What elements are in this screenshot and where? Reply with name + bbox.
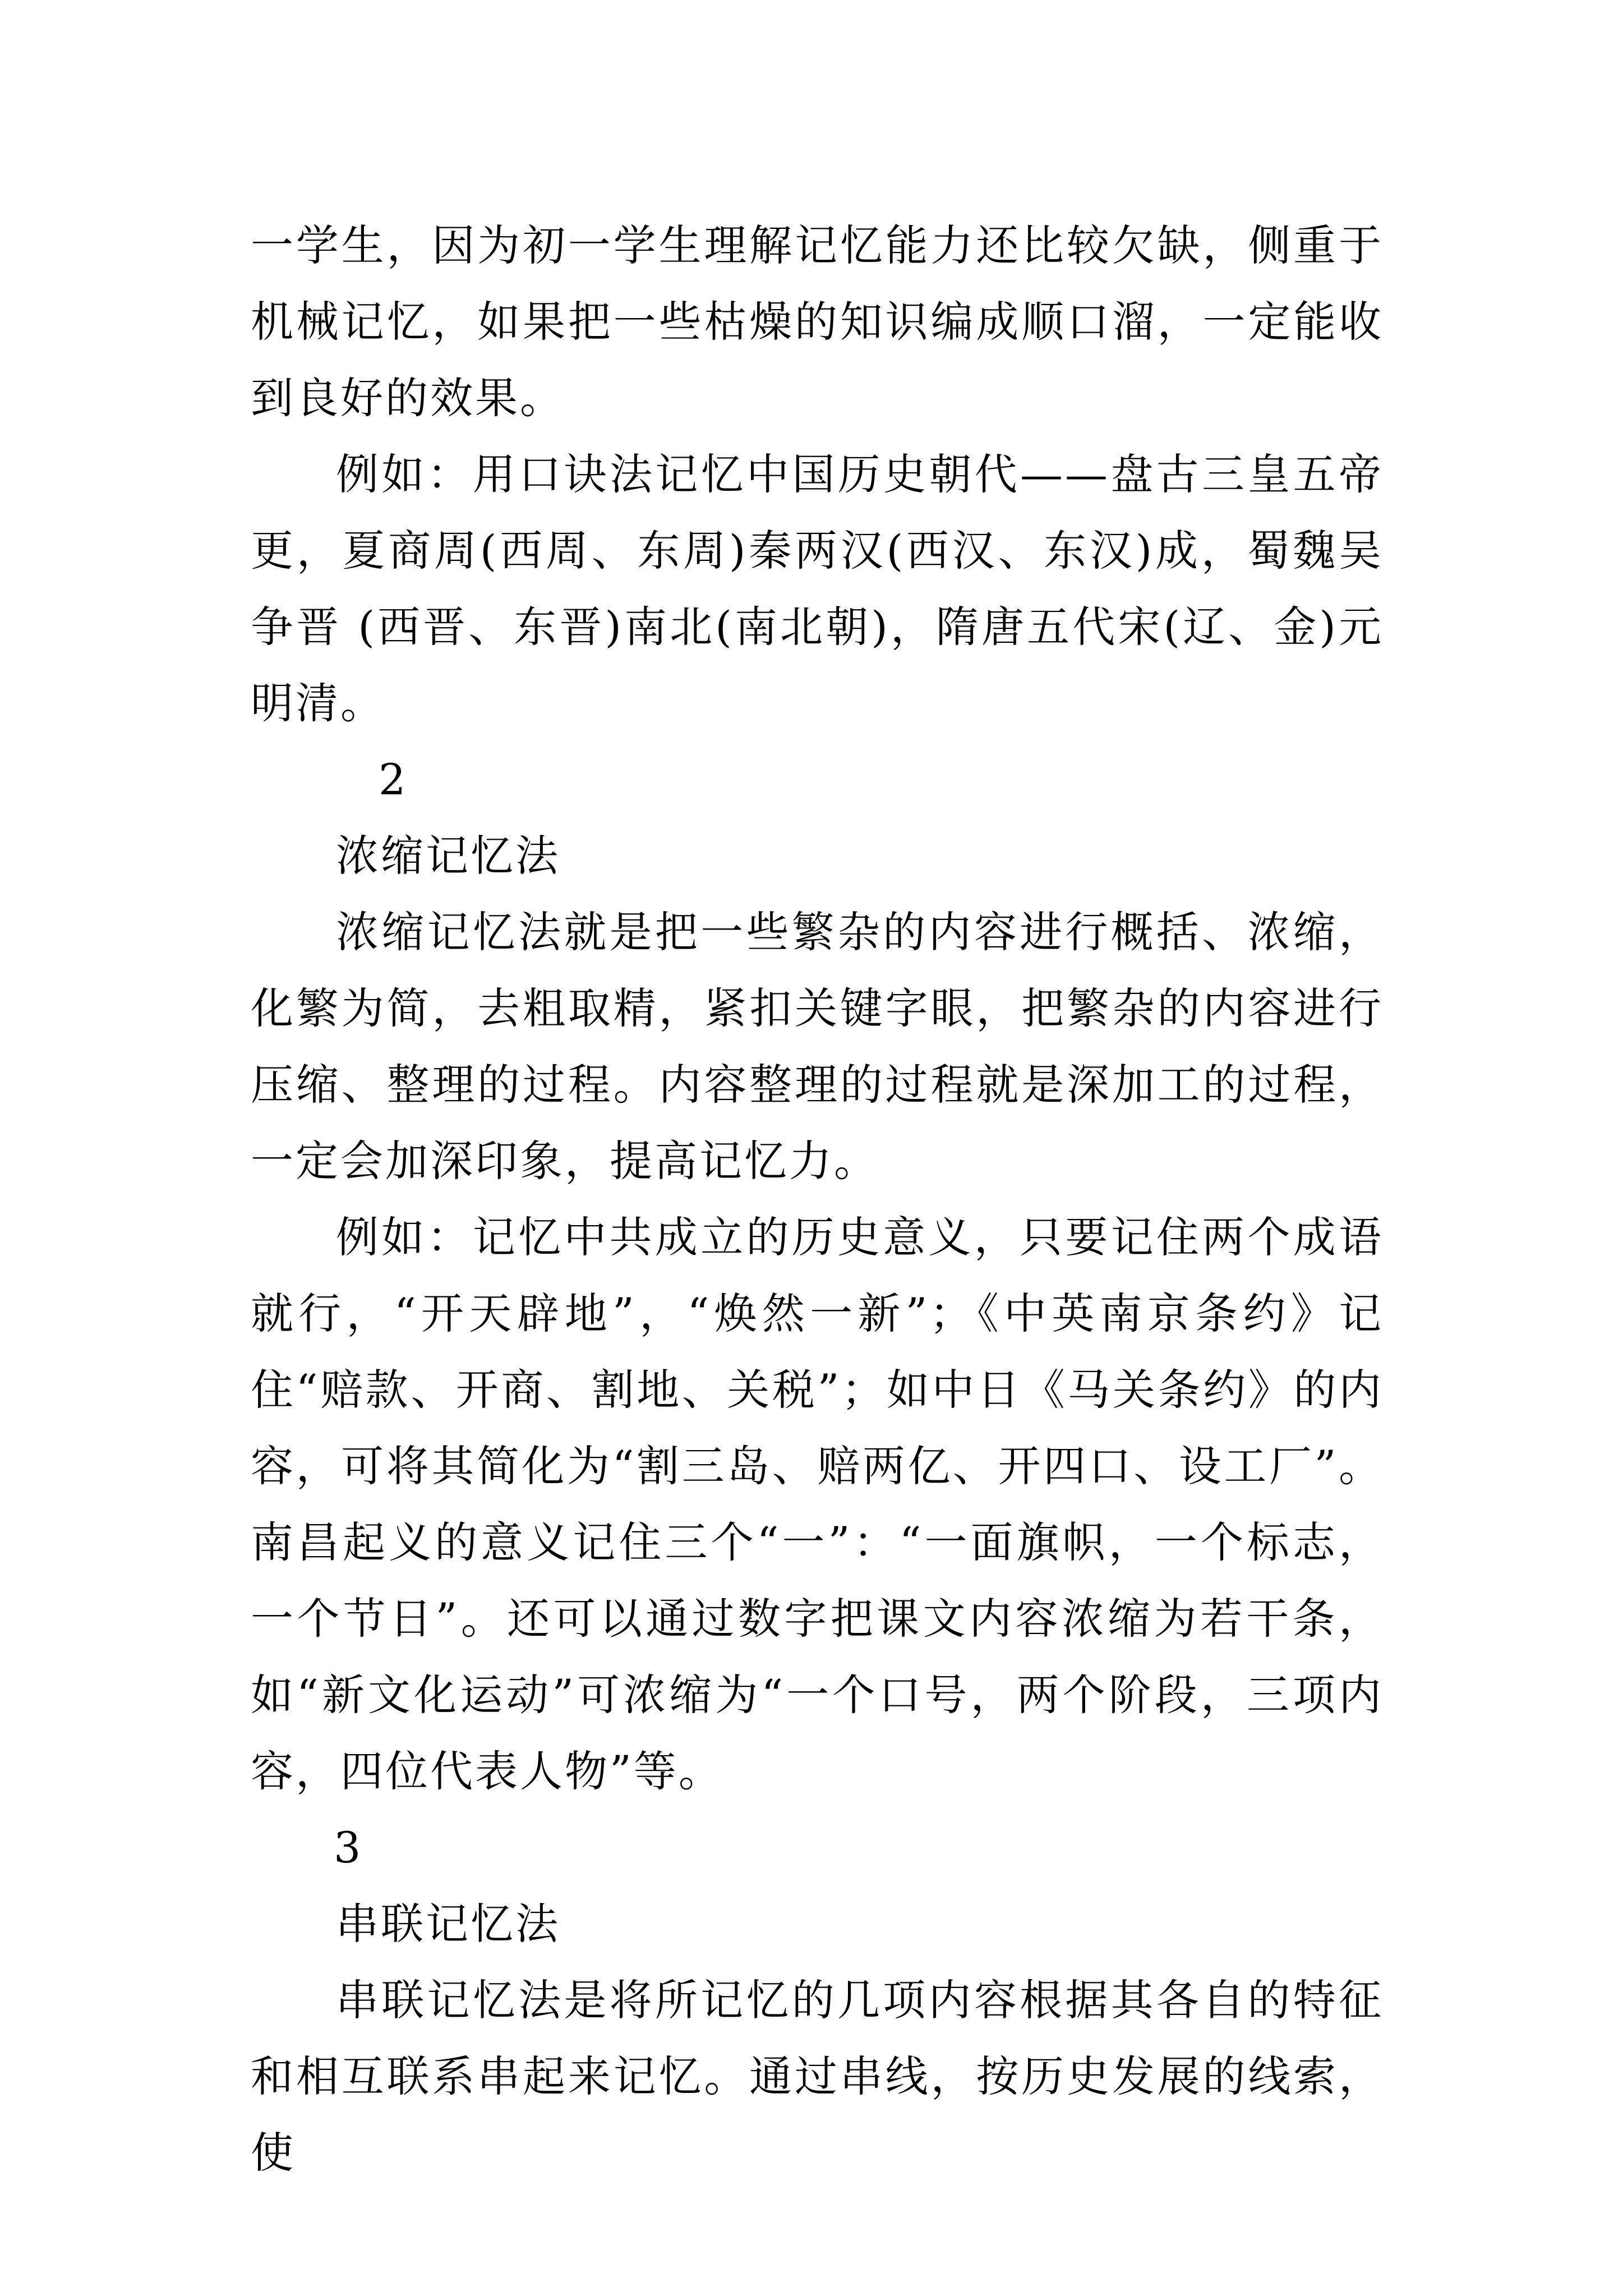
section-number-3: 3 <box>334 1823 363 1872</box>
section-heading-condensed-memory: 浓缩记忆法 <box>336 831 560 881</box>
paragraph-condensed-memory-example: 例如：记忆中共成立的历史意义，只要记住两个成语就行，“开天辟地”，“焕然一新”；《中英南京条约》记住“赔款、开商、割地、关税”；如中日《马关条约》的内容，可将其简化为“割三岛、赔两亿、开四口、设工厂”。南昌起义的意义记住三个“一”：“一面旗帜，一个标志，一个节日”。还可以通过数字把课文内容浓缩为若干条，如“新文化运动”可浓缩为“一个口号，两个阶段，三项内容，四位代表人物”等。 <box>251 1212 1384 1796</box>
paragraph-condensed-memory-definition: 浓缩记忆法就是把一些繁杂的内容进行概括、浓缩，化繁为简，去粗取精，紧扣关键字眼，把繁杂的内容进行压缩、整理的过程。内容整理的过程就是深加工的过程，一定会加深印象，提高记忆力。 <box>251 907 1384 1186</box>
section-number-2: 2 <box>379 754 408 804</box>
paragraph-serial-memory-definition: 串联记忆法是将所记忆的几项内容根据其各自的特征和相互联系串起来记忆。通过串线，按历史发展的线索，使 <box>251 1975 1384 2178</box>
document-body <box>251 208 1384 2191</box>
paragraph-example-dynasties: 例如：用口诀法记忆中国历史朝代——盘古三皇五帝更，夏商周(西周、东周)秦两汉(西汉、东汉)成，蜀魏吴争晋 (西晋、东晋)南北(南北朝)，隋唐五代宋(辽、金)元明清。 <box>251 449 1384 728</box>
paragraph-continuation: 一学生，因为初一学生理解记忆能力还比较欠缺，侧重于机械记忆，如果把一些枯燥的知识编成顺口溜，一定能收到良好的效果。 <box>251 220 1384 423</box>
section-heading-serial-memory: 串联记忆法 <box>336 1899 560 1949</box>
